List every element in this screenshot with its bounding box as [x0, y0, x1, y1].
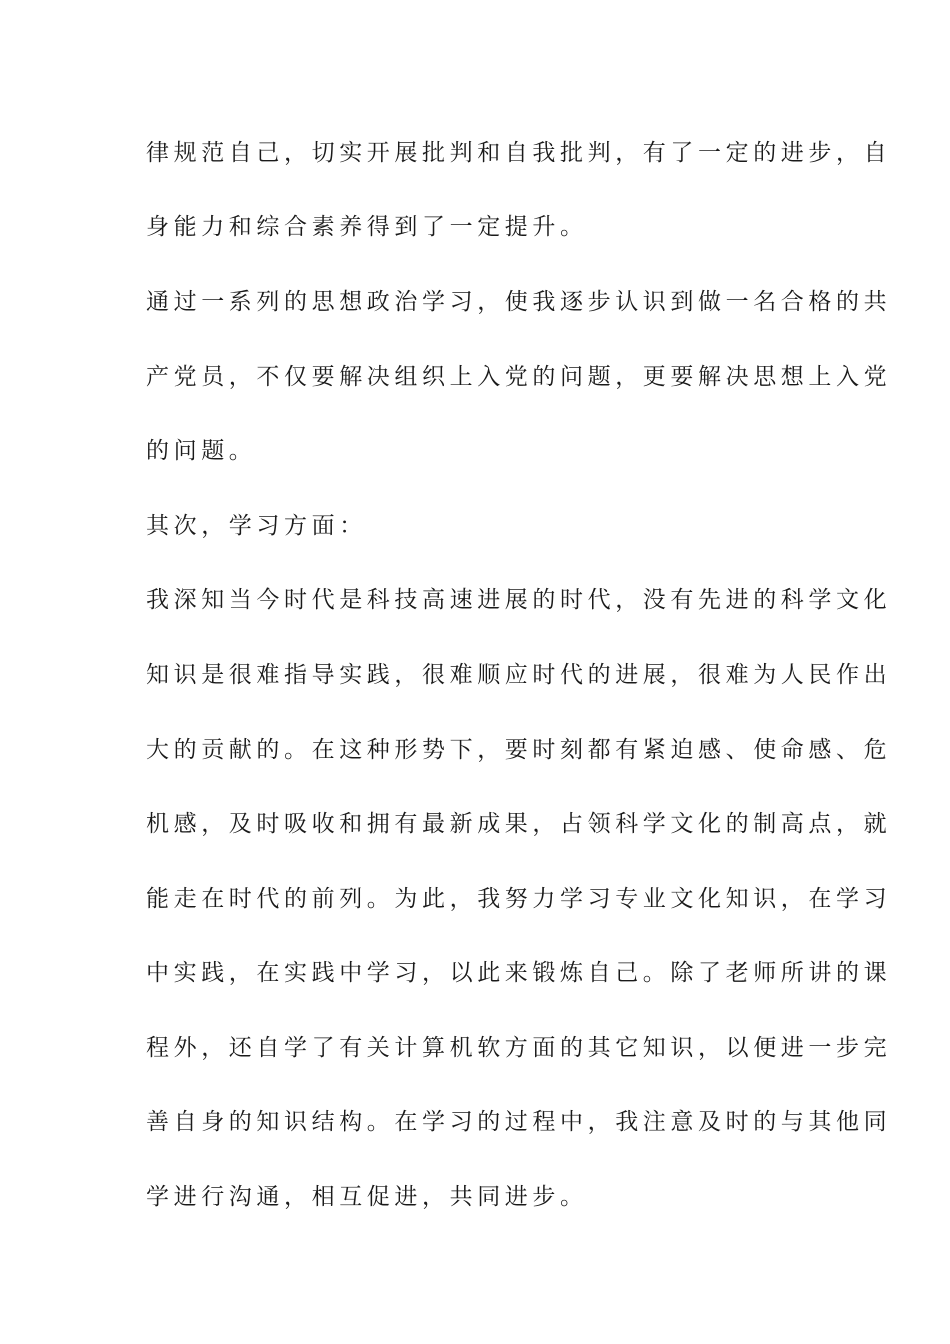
- paragraph-line: 能走在时代的前列。为此，我努力学习专业文化知识，在学习: [146, 886, 892, 912]
- paragraph-line: 通过一系列的思想政治学习，使我逐步认识到做一名合格的共: [146, 289, 892, 315]
- paragraph-line: 我深知当今时代是科技高速进展的时代，没有先进的科学文化: [146, 587, 892, 613]
- paragraph-line: 知识是很难指导实践，很难顺应时代的进展，很难为人民作出: [146, 662, 892, 688]
- paragraph-line: 中实践，在实践中学习，以此来锻炼自己。除了老师所讲的课: [146, 960, 892, 986]
- paragraph-line: 机感，及时吸收和拥有最新成果，占领科学文化的制高点，就: [146, 811, 892, 837]
- section-heading: 其次，学习方面：: [146, 513, 367, 539]
- paragraph-line: 善自身的知识结构。在学习的过程中，我注意及时的与其他同: [146, 1109, 892, 1135]
- paragraph-line: 学进行沟通，相互促进，共同进步。: [146, 1184, 588, 1210]
- paragraph-line: 大的贡献的。在这种形势下，要时刻都有紧迫感、使命感、危: [146, 737, 892, 763]
- paragraph-line: 程外，还自学了有关计算机软方面的其它知识，以便进一步完: [146, 1035, 892, 1061]
- paragraph-line: 律规范自己，切实开展批判和自我批判，有了一定的进步，自: [146, 140, 892, 166]
- paragraph-line: 身能力和综合素养得到了一定提升。: [146, 214, 588, 240]
- paragraph-line: 的问题。: [146, 438, 257, 464]
- paragraph-line: 产党员，不仅要解决组织上入党的问题，更要解决思想上入党: [146, 364, 892, 390]
